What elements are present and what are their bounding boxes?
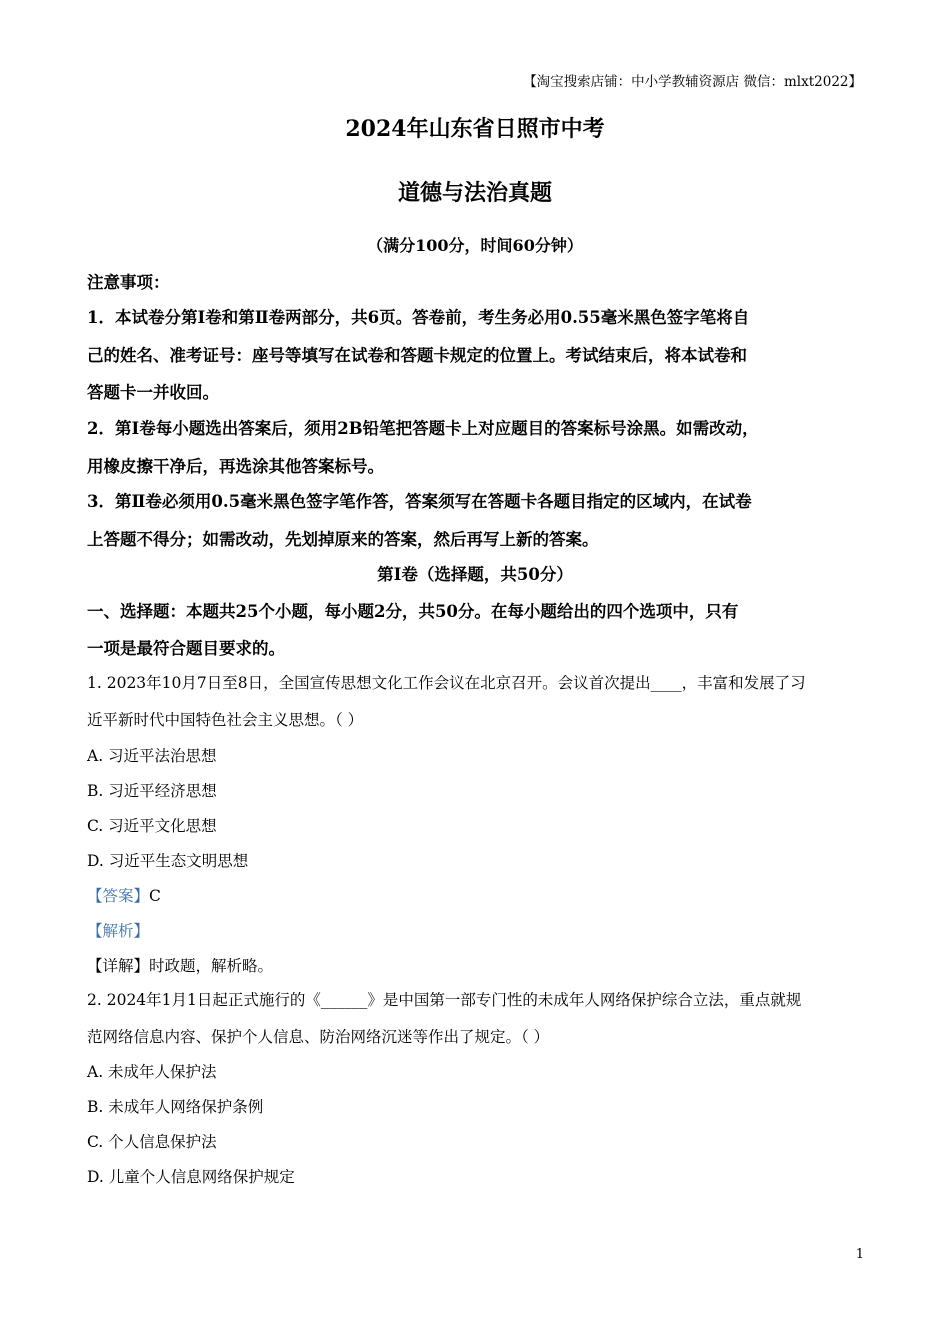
exam-score-time: （满分100分，时间60分钟）	[367, 236, 583, 255]
detail-text: 时政题，解析略。	[149, 957, 274, 975]
question-1-option-d: D. 习近平生态文明思想	[87, 852, 249, 870]
notice-line: 用橡皮擦干净后，再选涂其他答案标号。	[87, 457, 384, 476]
question-2-option-a: A. 未成年人保护法	[87, 1063, 217, 1081]
header-note: 【淘宝搜索店铺：中小学教辅资源店 微信：mlxt2022】	[523, 74, 862, 90]
question-2-option-d: D. 儿童个人信息网络保护规定	[87, 1168, 295, 1186]
page-number: 1	[855, 1247, 864, 1262]
notice-line: 答题卡一并收回。	[87, 383, 219, 402]
notice-line: 上答题不得分；如需改动，先划掉原来的答案，然后再写上新的答案。	[87, 530, 599, 549]
answer-tag: 【答案】	[87, 887, 150, 905]
section-instruction: 一、选择题：本题共25个小题，每小题2分，共50分。在每小题给出的四个选项中，只有	[87, 602, 739, 621]
question-2-option-b: B. 未成年人网络保护条例	[87, 1098, 264, 1116]
detail-tag: 【详解】	[87, 957, 150, 975]
exam-subject: 道德与法治真题	[397, 180, 552, 206]
notice-heading: 注意事项：	[87, 273, 170, 292]
question-1-stem: 1. 2023年10月7日至8日，全国宣传思想文化工作会议在北京召开。会议首次提出____，丰富和发展了习	[87, 674, 806, 692]
exam-title: 2024年山东省日照市中考	[345, 116, 605, 142]
notice-line: 己的姓名、准考证号：座号等填写在试卷和答题卡规定的位置上。考试结束后，将本试卷和	[87, 346, 747, 365]
notice-line: 1．本试卷分第Ⅰ卷和第Ⅱ卷两部分，共6页。答卷前，考生务必用0.55毫米黑色签字笔将自	[87, 308, 750, 327]
question-1-answer	[87, 884, 161, 906]
question-1-option-c: C. 习近平文化思想	[87, 817, 217, 835]
question-1-stem: 近平新时代中国特色社会主义思想。（ ）	[87, 711, 364, 729]
question-2-stem: 范网络信息内容、保护个人信息、防治网络沉迷等作出了规定。（ ）	[87, 1028, 550, 1046]
question-2-stem: 2. 2024年1月1日起正式施行的《______》是中国第一部专门性的未成年人网络保护综合立法，重点就规	[87, 991, 802, 1009]
answer-value: C	[149, 887, 161, 905]
section-instruction: 一项是最符合题目要求的。	[87, 639, 285, 658]
question-2-option-c: C. 个人信息保护法	[87, 1133, 217, 1151]
analysis-tag: 【解析】	[87, 922, 150, 940]
question-1-detail	[87, 954, 273, 976]
section-title: 第Ⅰ卷（选择题，共50分）	[377, 565, 573, 584]
notice-line: 3．第Ⅱ卷必须用0.5毫米黑色签字笔作答，答案须写在答题卡各题目指定的区域内，在试卷	[87, 492, 752, 511]
question-1-option-b: B. 习近平经济思想	[87, 782, 217, 800]
notice-line: 2．第Ⅰ卷每小题选出答案后，须用2B铅笔把答题卡上对应题目的答案标号涂黑。如需改动，	[87, 419, 759, 438]
question-1-option-a: A. 习近平法治思想	[87, 747, 217, 765]
